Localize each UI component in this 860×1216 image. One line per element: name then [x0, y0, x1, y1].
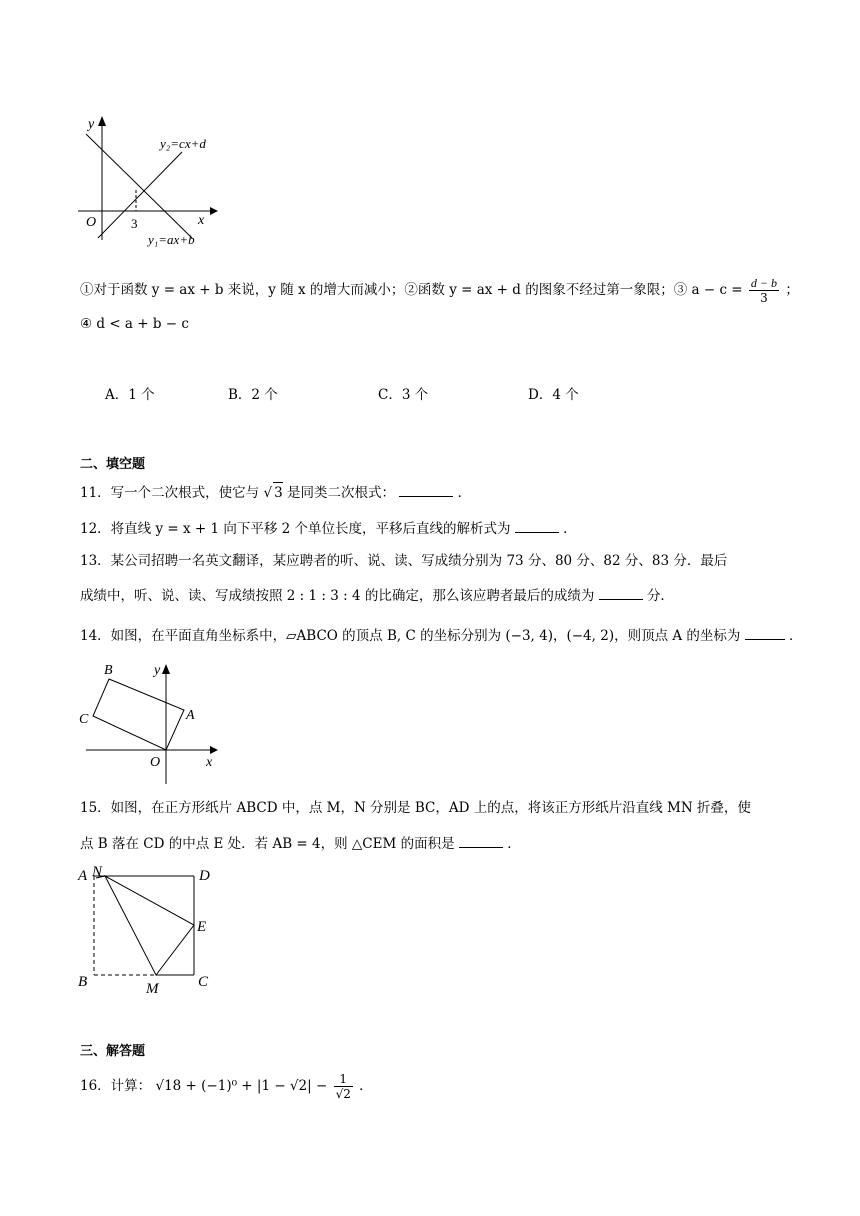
- fig3-label-b: B: [78, 974, 88, 990]
- q10-stmt-end: ；: [785, 282, 799, 298]
- q11: 11．写一个二次根式，使它与 √ 3 是同类二次根式： ．: [80, 482, 471, 503]
- q16-fraction: [334, 1072, 353, 1101]
- figure-folded-square: [74, 860, 224, 1000]
- section-fill-in-title: 二、填空题: [80, 457, 146, 472]
- fig1-y2-label: y₂=cx+d: [160, 136, 206, 151]
- q10-statements-line1: [80, 276, 799, 305]
- q14-end: ．: [789, 628, 803, 644]
- q12: [80, 518, 577, 539]
- q13-end: 分．: [646, 588, 674, 604]
- fig3-label-a: A: [78, 868, 88, 884]
- q15-line1: 15．如图，在正方形纸片 ABCD 中，点 M，N 分别是 BC，AD 上的点，将该正方形纸片沿直线 MN 折叠，使: [80, 800, 751, 816]
- q10-statement-4: ④ d < a + b − c: [80, 316, 189, 332]
- q16-end: ．: [359, 1078, 373, 1094]
- q13-line2: [80, 585, 674, 606]
- q10-stmt-text: ①对于函数 y = ax + b 来说，y 随 x 的增大而减小；②函数 y = ax + d 的图象不经过第一象限；③ a − c =: [80, 282, 743, 298]
- fig1-origin-label: O: [86, 215, 97, 230]
- q12-end: ．: [563, 521, 577, 537]
- q10-option-b: B．2 个: [228, 387, 278, 403]
- q10-option-c: C．3 个: [378, 387, 429, 403]
- q13-line1: 13．某公司招聘一名英文翻译，某应聘者的听、说、读、写成绩分别为 73 分、80 分、82 分、83 分．最后: [80, 553, 728, 569]
- fig3-label-e: E: [197, 919, 207, 935]
- q15-text: 点 B 落在 CD 的中点 E 处．若 AB = 4，则 △CEM 的面积是: [80, 836, 455, 852]
- fig2-label-x: x: [206, 755, 213, 770]
- fig1-x-label: x: [198, 213, 205, 228]
- fig1-y1-label: y₁=ax+b: [148, 232, 195, 247]
- fig1-y-label: y: [88, 117, 95, 132]
- fig1-tick-3: 3: [131, 216, 138, 231]
- q10-option-d: D．4 个: [528, 387, 579, 403]
- q15-end: ．: [507, 836, 521, 852]
- figure-two-lines: [70, 110, 230, 250]
- figure-parallelogram: [76, 656, 226, 786]
- q13-text: 成绩中，听、说、读、写成绩按照 2 : 1 : 3 : 4 的比确定，那么该应聘者最后的成绩为: [80, 588, 595, 604]
- q14-answer-blank[interactable]: [745, 625, 785, 640]
- q14: [80, 625, 803, 646]
- q10-frac-den: 3: [760, 291, 768, 305]
- fig2-label-a: A: [186, 708, 195, 723]
- q11-text-post: 是同类二次根式：: [286, 485, 395, 501]
- fig3-label-c: C: [198, 974, 209, 990]
- fig3-label-m: M: [146, 981, 159, 997]
- q11-root: 3: [273, 482, 283, 503]
- q16-frac-num: 1: [334, 1072, 353, 1087]
- fig2-label-o: O: [150, 755, 161, 770]
- q11-text: 11．写一个二次根式，使它与: [80, 485, 260, 501]
- fig3-label-n: N: [92, 864, 103, 880]
- q15-answer-blank[interactable]: [459, 833, 503, 848]
- fig3-label-d: D: [199, 868, 210, 884]
- q16-expression: √18 + (−1)⁰ + |1 − √2| −: [155, 1078, 328, 1094]
- q15-line2: [80, 833, 521, 854]
- q10-fraction: [749, 276, 779, 305]
- q13-answer-blank[interactable]: [599, 585, 643, 600]
- fig2-label-c: C: [79, 712, 89, 727]
- fig2-label-b: B: [104, 663, 113, 678]
- q16-frac-den: √2: [335, 1087, 351, 1101]
- section-answer-title: 三、解答题: [80, 1044, 146, 1059]
- q10-frac-num: d − b: [750, 276, 778, 290]
- q12-text: 12．将直线 y = x + 1 向下平移 2 个单位长度，平移后直线的解析式为: [80, 521, 511, 537]
- q16-text: 16．计算：: [80, 1078, 152, 1094]
- q10-option-a: A．1 个: [105, 387, 155, 403]
- q11-answer-blank[interactable]: [399, 482, 453, 497]
- fig2-label-y: y: [154, 663, 161, 678]
- q16: [80, 1072, 373, 1101]
- q12-answer-blank[interactable]: [515, 518, 559, 533]
- q14-text: 14．如图，在平面直角坐标系中，▱ABCO 的顶点 B, C 的坐标分别为 (−3, 4)，(−4, 2)，则顶点 A 的坐标为: [80, 628, 741, 644]
- q11-end: ．: [457, 485, 472, 501]
